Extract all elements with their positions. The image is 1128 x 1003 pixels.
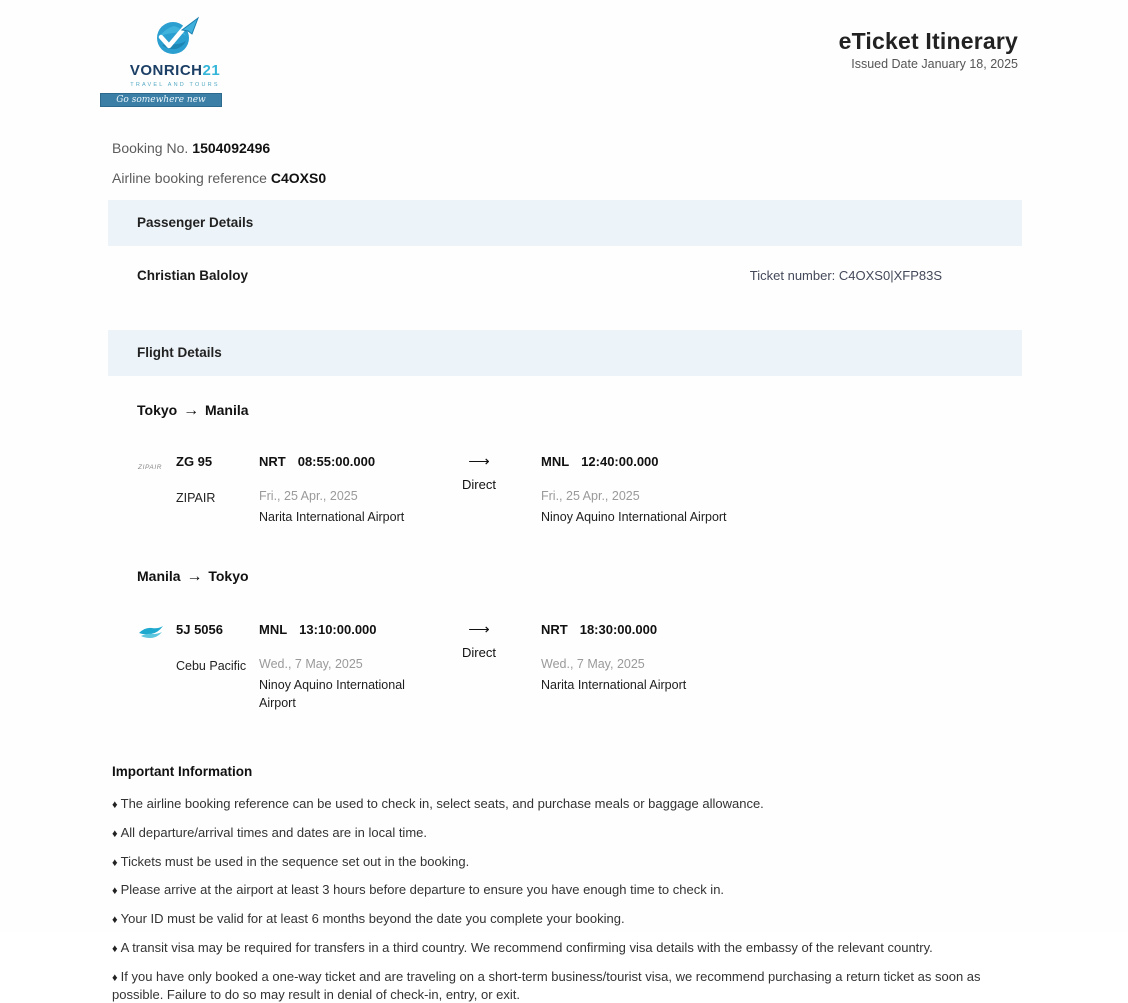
departure-time: 13:10:00.000 [299, 621, 377, 637]
route-arrow-icon: → [183, 401, 200, 419]
airline-reference-value: C4OXS0 [270, 169, 327, 186]
stop-type: Direct [462, 644, 496, 660]
info-bullet [112, 795, 1018, 813]
direct-arrow-icon: ⟶ [468, 620, 490, 638]
airline-reference-line [112, 170, 1128, 186]
important-information-section [112, 764, 1018, 1003]
document-header [0, 0, 1128, 107]
brand-number: 21 [202, 62, 221, 79]
arrival-date: Fri., 25 Apr., 2025 [541, 488, 640, 503]
flight-row-zg95 [138, 454, 1128, 526]
flight-details-header [108, 330, 1022, 376]
info-bullet-text: Tickets must be used in the sequence set out in the booking. [120, 853, 470, 869]
booking-number-line [112, 140, 1128, 156]
info-bullet-text: All departure/arrival times and dates are in local time. [120, 824, 427, 840]
info-bullet-text: If you have only booked a one-way ticket and are traveling on a short-term business/tourist visa, we recommend purchasing a return ticket as soon as possible. Failure to do so may result in denial of check-in, entry, or exit. [112, 968, 981, 1002]
stop-type: Direct [462, 476, 496, 492]
info-bullet [112, 939, 1018, 957]
booking-number-value: 1504092496 [192, 139, 271, 156]
issued-date: Issued Date January 18, 2025 [851, 57, 1018, 71]
important-information-title: Important Information [112, 763, 253, 779]
departure-airport-code: MNL [259, 621, 288, 637]
arrival-time: 12:40:00.000 [581, 453, 659, 469]
diamond-bullet-icon: ♦ [112, 827, 118, 840]
airline-name: Cebu Pacific [176, 658, 247, 673]
info-bullet-text: The airline booking reference can be used to check in, select seats, and purchase meals or baggage allowance. [120, 795, 764, 811]
page-title: eTicket Itinerary [838, 28, 1018, 54]
departure-date: Wed., 7 May, 2025 [259, 656, 363, 671]
arrival-code-time [541, 454, 1128, 469]
departure-airport: Narita International Airport [259, 509, 405, 524]
arrival-airport-code: MNL [541, 453, 570, 469]
departure-code-time [259, 622, 431, 637]
booking-info [0, 107, 1128, 186]
brand-name [110, 63, 240, 80]
route-heading-manila-tokyo [137, 568, 1128, 586]
departure-code-time [259, 454, 431, 469]
flight-identity [176, 622, 259, 673]
route-to: Tokyo [208, 567, 249, 584]
arrival-segment [541, 454, 1128, 526]
flight-number: ZG 95 [176, 453, 213, 469]
brand-tagline: TRAVEL AND TOURS [130, 81, 220, 88]
brand-text: VONRICH [129, 62, 203, 79]
diamond-bullet-icon: ♦ [112, 914, 118, 927]
info-bullet-text: Please arrive at the airport at least 3 hours before departure to ensure you have enough time to check in. [120, 882, 725, 898]
departure-segment [259, 454, 431, 526]
flight-row-5j5056 [138, 622, 1128, 712]
direct-arrow-icon: ⟶ [468, 452, 490, 470]
airline-logo-zipair [138, 454, 176, 474]
arrival-code-time [541, 622, 1128, 637]
route-to: Manila [204, 401, 249, 418]
ticket-number: Ticket number: C4OXS0|XFP83S [749, 267, 942, 283]
flight-identity [176, 454, 259, 505]
arrival-airport: Ninoy Aquino International Airport [541, 509, 727, 524]
departure-date: Fri., 25 Apr., 2025 [259, 488, 358, 503]
info-bullet [112, 853, 1018, 871]
stop-indicator [449, 454, 509, 492]
booking-number-label: Booking No. [112, 139, 189, 156]
airline-reference-label: Airline booking reference [112, 169, 267, 186]
cebu-pacific-bird-icon [138, 624, 164, 642]
arrival-segment [541, 622, 1128, 694]
diamond-bullet-icon: ♦ [112, 971, 118, 984]
flight-number: 5J 5056 [176, 621, 223, 637]
zipair-logo-icon: ZIPAIR [138, 463, 163, 471]
route-heading-tokyo-manila [137, 402, 1128, 420]
arrival-airport: Narita International Airport [541, 677, 687, 692]
passenger-name: Christian Baloloy [137, 267, 249, 283]
arrival-airport-code: NRT [541, 621, 568, 637]
diamond-bullet-icon: ♦ [112, 798, 118, 811]
route-from: Tokyo [137, 401, 178, 418]
flight-details-title: Flight Details [137, 345, 222, 360]
diamond-bullet-icon: ♦ [112, 885, 118, 898]
airline-logo-cebu [138, 622, 176, 647]
departure-segment [259, 622, 431, 712]
info-bullet [112, 910, 1018, 928]
info-bullet [112, 824, 1018, 842]
departure-airport: Ninoy Aquino International Airport [259, 677, 405, 710]
diamond-bullet-icon: ♦ [112, 856, 118, 869]
airline-name: ZIPAIR [176, 490, 216, 505]
info-bullet [112, 881, 1018, 899]
passenger-details-header [108, 200, 1022, 246]
passenger-details-title: Passenger Details [137, 215, 254, 230]
diamond-bullet-icon: ♦ [112, 943, 118, 956]
brand-banner: Go somewhere new [100, 93, 222, 107]
globe-plane-icon [148, 14, 202, 62]
arrival-date: Wed., 7 May, 2025 [541, 656, 645, 671]
info-bullet [112, 968, 1018, 1003]
info-bullet-text: Your ID must be valid for at least 6 months beyond the date you complete your booking. [120, 911, 625, 927]
title-block [839, 14, 1018, 71]
route-from: Manila [137, 567, 181, 584]
departure-airport-code: NRT [259, 453, 286, 469]
info-bullet-text: A transit visa may be required for transfers in a third country. We recommend confirming visa details with the embassy of the relevant country. [120, 940, 933, 956]
vonrich-logo [110, 14, 240, 107]
stop-indicator [449, 622, 509, 660]
arrival-time: 18:30:00.000 [579, 621, 658, 637]
passenger-row [108, 246, 1022, 305]
route-arrow-icon: → [186, 567, 203, 585]
departure-time: 08:55:00.000 [297, 453, 376, 469]
